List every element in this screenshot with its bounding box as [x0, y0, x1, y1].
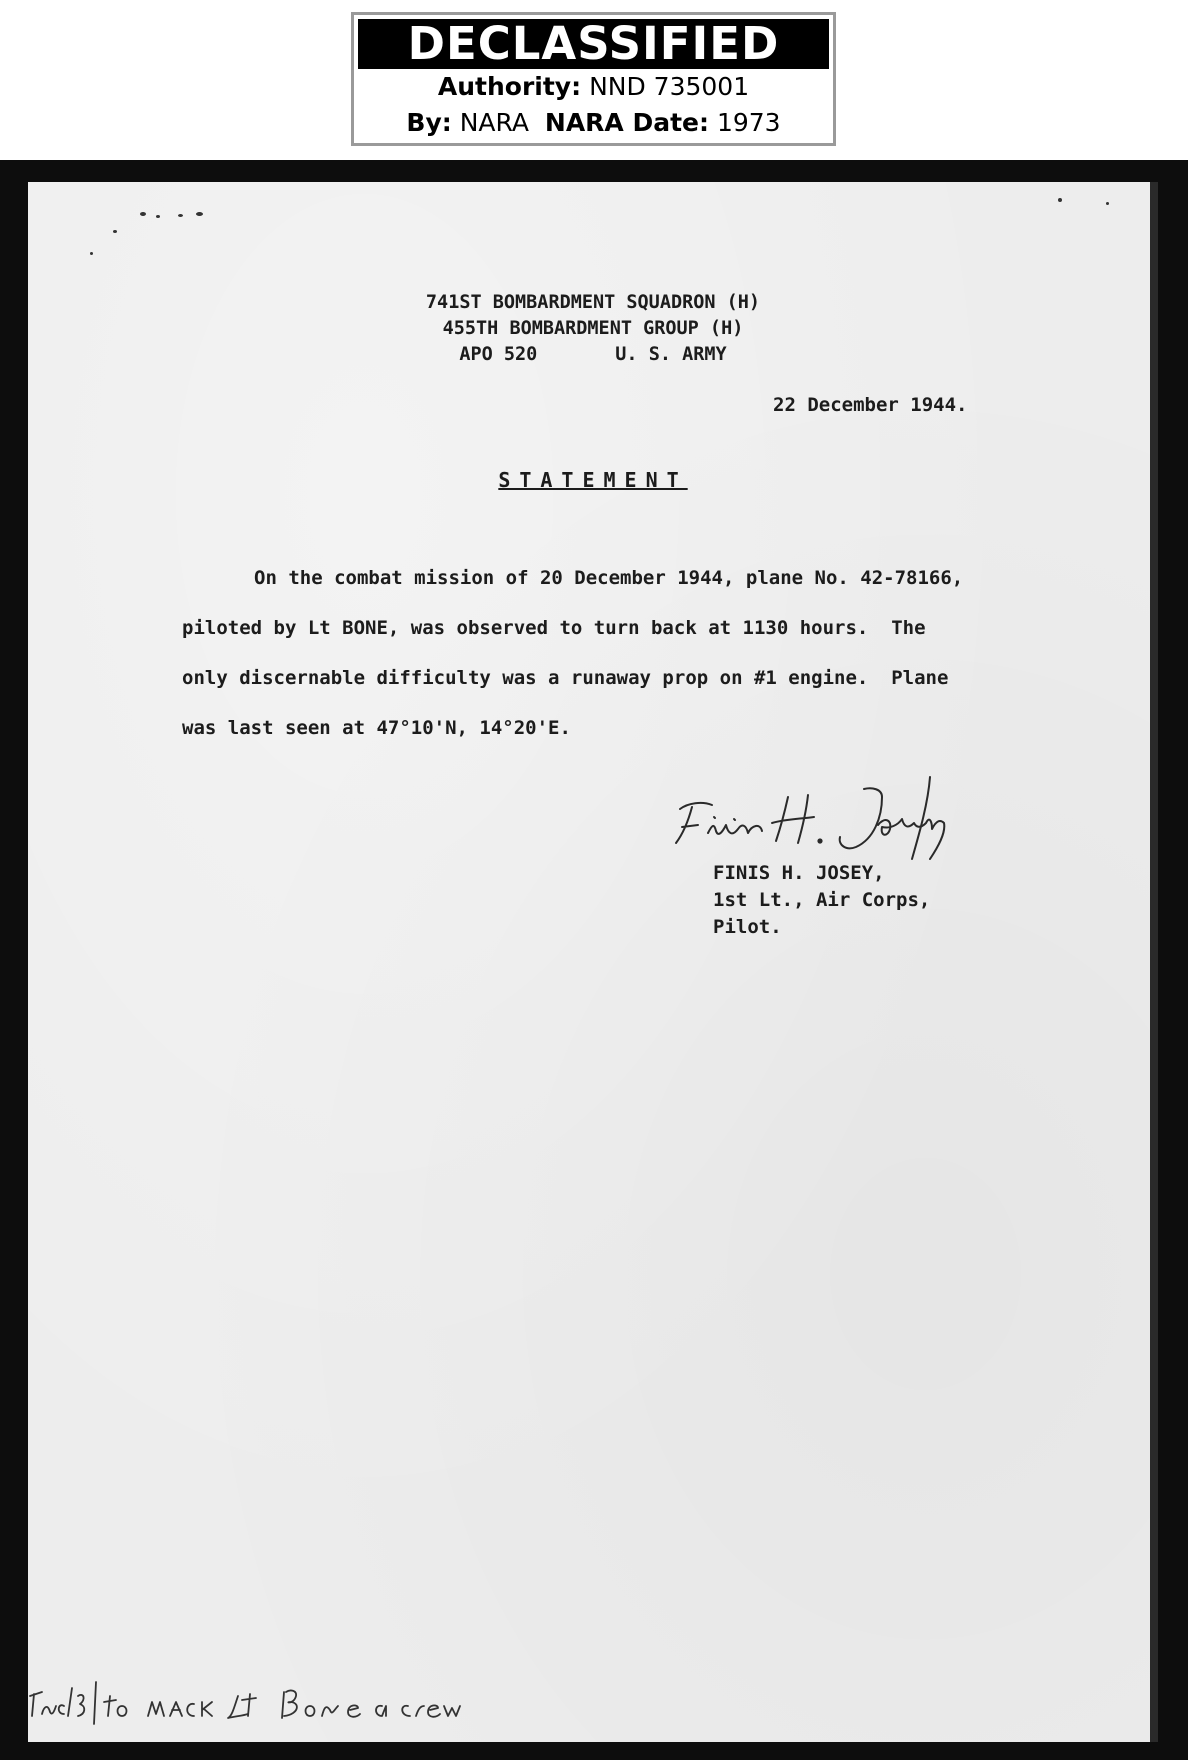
- scanned-document: [0, 160, 1188, 1760]
- letterhead-apo: APO 520 U. S. ARMY: [459, 344, 727, 365]
- stamp-by-label: By:: [406, 108, 452, 137]
- stamp-authority-line: [354, 72, 833, 101]
- stamp-authority-label: Authority:: [437, 72, 582, 101]
- letterhead-group: 455TH BOMBARDMENT GROUP (H): [442, 318, 744, 339]
- signatory-rank: 1st Lt., Air Corps,: [713, 889, 931, 911]
- handwritten-signature: [668, 767, 988, 862]
- stamp-heading: DECLASSIFIED: [358, 19, 829, 69]
- scan-speck: [196, 212, 203, 216]
- document-page: [28, 182, 1158, 1742]
- scan-speck: [113, 230, 117, 233]
- body-line: piloted by Lt BONE, was observed to turn back at 1130 hours. The: [182, 617, 926, 639]
- scan-speck: [140, 212, 146, 216]
- stamp-by-line: [354, 108, 833, 137]
- scan-speck: [1106, 202, 1109, 205]
- body-line: On the combat mission of 20 December 1944, plane No. 42-78166,: [254, 567, 964, 589]
- signatory-role: Pilot.: [713, 916, 782, 938]
- stamp-authority-value: NND 735001: [589, 72, 750, 101]
- stamp-by-value: NARA: [459, 108, 529, 137]
- letterhead-squadron: 741ST BOMBARDMENT SQUADRON (H): [425, 292, 761, 313]
- scan-speck: [156, 215, 160, 218]
- signatory-name: FINIS H. JOSEY,: [713, 862, 885, 884]
- scan-speck: [90, 252, 93, 255]
- body-line: was last seen at 47°10'N, 14°20'E.: [182, 717, 571, 739]
- scan-speck: [1058, 198, 1062, 202]
- document-title: STATEMENT: [498, 468, 688, 492]
- document-date: 22 December 1944.: [773, 394, 968, 416]
- declassification-stamp: [351, 12, 836, 146]
- handwritten-marginal-note: [28, 1672, 488, 1732]
- scan-speck: [178, 214, 183, 217]
- stamp-date-label: NARA Date:: [544, 108, 709, 137]
- body-line: only discernable difficulty was a runaway prop on #1 engine. Plane: [182, 667, 949, 689]
- stamp-date-value: 1973: [716, 108, 781, 137]
